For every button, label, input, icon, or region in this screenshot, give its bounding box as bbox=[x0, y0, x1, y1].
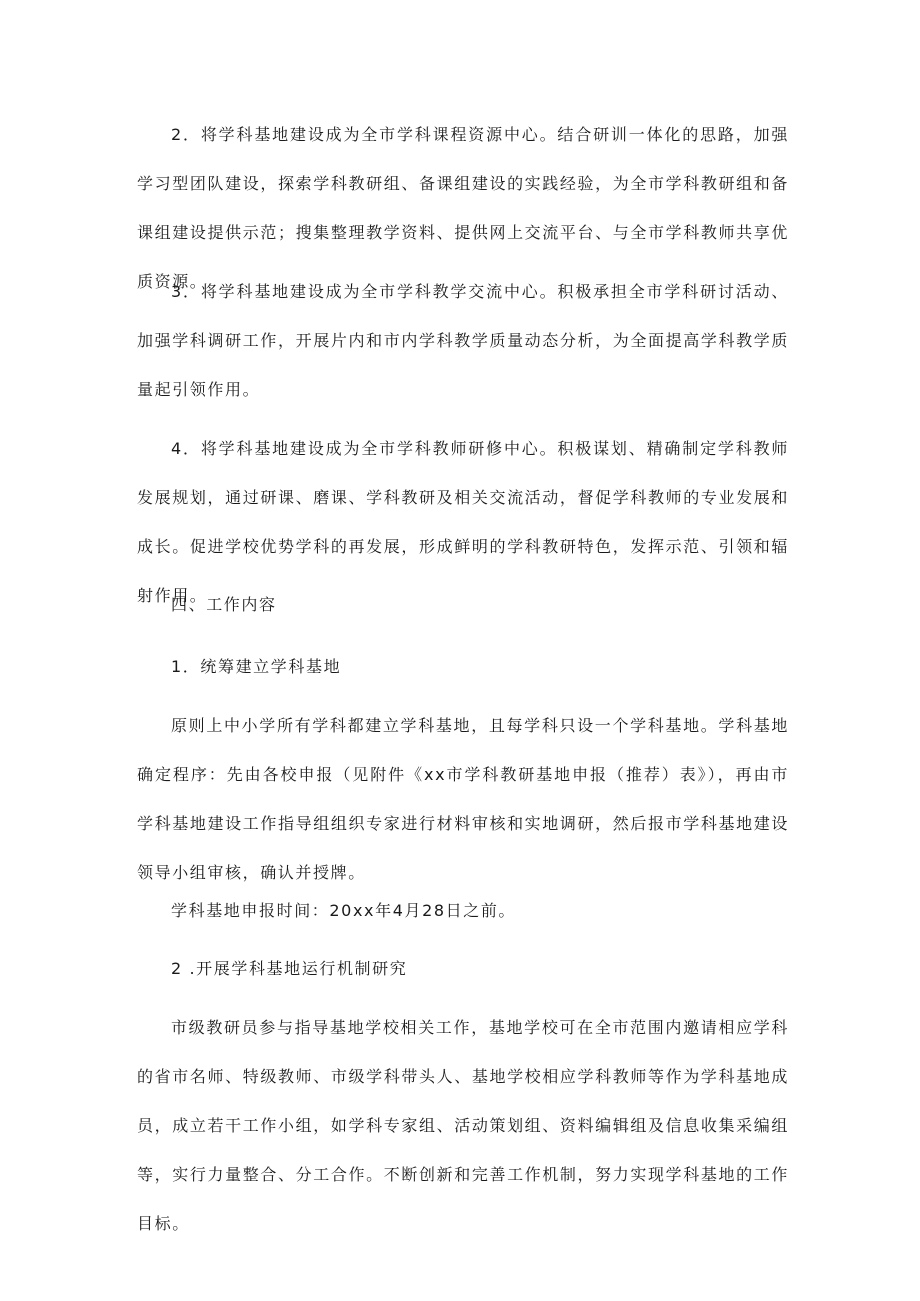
paragraph-exchange-center: 3．将学科基地建设成为全市学科教学交流中心。积极承担全市学科研讨活动、加强学科调研工作，开展片内和市内学科教学质量动态分析，为全面提高学科教学质量起引领作用。 bbox=[137, 282, 789, 399]
paragraph-establish-procedure: 原则上中小学所有学科都建立学科基地，且每学科只设一个学科基地。学科基地确定程序：先由各校申报（见附件《xx市学科教研基地申报（推荐）表》），再由市学科基地建设工作指导组组织专家进行材料审核和实地调研，然后报市学科基地建设领导小组审核，确认并授牌。 bbox=[137, 716, 789, 882]
subheading-operation-mechanism: 2 .开展学科基地运行机制研究 bbox=[171, 959, 408, 978]
section-heading-work-content: 四、工作内容 bbox=[171, 595, 277, 614]
paragraph-operation-mechanism: 市级教研员参与指导基地学校相关工作，基地学校可在全市范围内邀请相应学科的省市名师、特级教师、市级学科带头人、基地学校相应学科教师等作为学科基地成员，成立若干工作小组，如学科专家组、活动策划组、资料编辑组及信息收集采编组等，实行力量整合、分工合作。不断创新和完善工作机制，努力实现学科基地的工作目标。 bbox=[137, 1018, 789, 1233]
paragraph-training-center: 4．将学科基地建设成为全市学科教师研修中心。积极谋划、精确制定学科教师发展规划，通过研课、磨课、学科教研及相关交流活动，督促学科教师的专业发展和成长。促进学校优势学科的再发展，形成鲜明的学科教研特色，发挥示范、引领和辐射作用。 bbox=[137, 439, 789, 605]
paragraph-resource-center: 2．将学科基地建设成为全市学科课程资源中心。结合研训一体化的思路，加强学习型团队建设，探索学科教研组、备课组建设的实践经验，为全市学科教研组和备课组建设提供示范；搜集整理教学资料、提供网上交流平台、与全市学科教师共享优质资源。 bbox=[137, 125, 789, 291]
subheading-establish-base: 1．统筹建立学科基地 bbox=[171, 657, 342, 676]
deadline-text: 学科基地申报时间：20xx年4月28日之前。 bbox=[171, 901, 517, 920]
